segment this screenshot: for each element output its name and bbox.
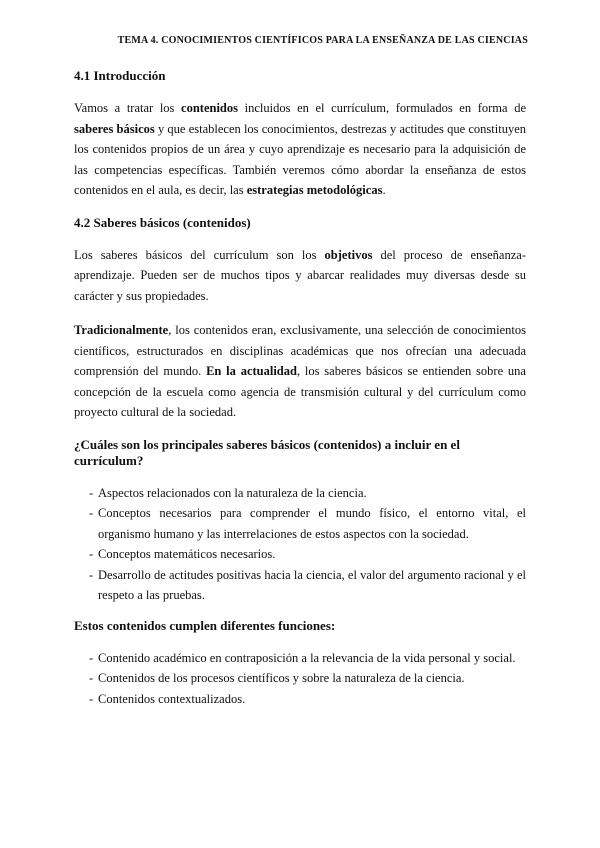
text-run: y que establecen los conocimientos, destrezas y actitudes que constituyen los contenidos propios de un área y cuyo aprendizaje es necesario para la adquisición de las competencias específicas. También veremos cómo abordar la enseñanza de estos contenidos en el aula, es decir, las [74, 121, 526, 197]
section-heading-saberes: 4.2 Saberes básicos (contenidos) [74, 214, 251, 230]
bold-term: Tradicionalmente [74, 323, 169, 337]
section-heading-introduccion: 4.1 Introducción [74, 68, 166, 83]
paragraph-saberes-definicion [74, 245, 526, 307]
list-item-text: Conceptos necesarios para comprender el mundo físico, el entorno vital, el organismo humano y las interrelaciones de estos aspectos con la sociedad. [98, 506, 526, 541]
list-item [74, 565, 526, 606]
list-item-text: Conceptos matemáticos necesarios. [98, 547, 276, 561]
bold-term: En la actualidad [206, 364, 297, 378]
functions-heading: Estos contenidos cumplen diferentes funciones: [74, 617, 336, 633]
list-item-text: Aspectos relacionados con la naturaleza de la ciencia. [98, 485, 367, 500]
text-run: . [382, 183, 386, 197]
functions-list [74, 648, 526, 710]
dash-bullet: - [89, 567, 94, 582]
text-run: Los saberes básicos del currículum son los [74, 247, 325, 262]
list-item-text: Desarrollo de actitudes positivas hacia la ciencia, el valor del argumento racional y el respeto a las pruebas. [98, 567, 526, 602]
question-heading: ¿Cuáles son los principales saberes básicos (contenidos) a incluir en el currículum? [74, 436, 460, 468]
list-item [74, 483, 526, 504]
bold-term: estrategias metodológicas [246, 183, 383, 197]
list-item-text: Contenidos contextualizados. [98, 691, 246, 706]
paragraph-tradicionalmente [74, 320, 526, 423]
list-item-text: Contenido académico en contraposición a la relevancia de la vida personal y social. [98, 650, 516, 665]
dash-bullet: - [89, 485, 94, 500]
text-run: incluidos en el currículum, formulados en forma de [238, 101, 527, 115]
list-item [74, 544, 526, 565]
dash-bullet: - [89, 650, 94, 665]
saberes-list [74, 483, 526, 606]
list-item [74, 689, 526, 710]
dash-bullet: - [89, 547, 94, 561]
text-run: , los saberes básicos se entienden sobre una concepción de la escuela como agencia de transmisión cultural y del currículum como proyecto cultural de la sociedad. [74, 364, 526, 419]
running-header: TEMA 4. CONOCIMIENTOS CIENTÍFICOS PARA LA ENSEÑANZA DE LAS CIENCIAS [117, 35, 528, 46]
list-item-text: Contenidos de los procesos científicos y sobre la naturaleza de la ciencia. [98, 671, 465, 685]
bold-term: contenidos [181, 101, 238, 115]
paragraph-introduccion [74, 98, 526, 201]
dash-bullet: - [89, 506, 94, 520]
bold-term: objetivos [324, 247, 373, 262]
bold-term: saberes básicos [74, 121, 155, 136]
dash-bullet: - [89, 691, 94, 706]
list-item [74, 668, 526, 689]
list-item [74, 648, 526, 669]
page-content [74, 68, 526, 721]
dash-bullet: - [89, 671, 94, 685]
text-run: , los contenidos eran, exclusivamente, una selección de conocimientos científicos, estructurados en disciplinas académicas que nos ofrecían una adecuada comprensión del mundo. [74, 323, 526, 378]
text-run: del proceso de enseñanza-aprendizaje. Pueden ser de muchos tipos y abarcar realidades muy diversas desde su carácter y sus propiedades. [74, 247, 526, 303]
text-run: Vamos a tratar los [74, 101, 182, 115]
list-item [74, 503, 526, 544]
